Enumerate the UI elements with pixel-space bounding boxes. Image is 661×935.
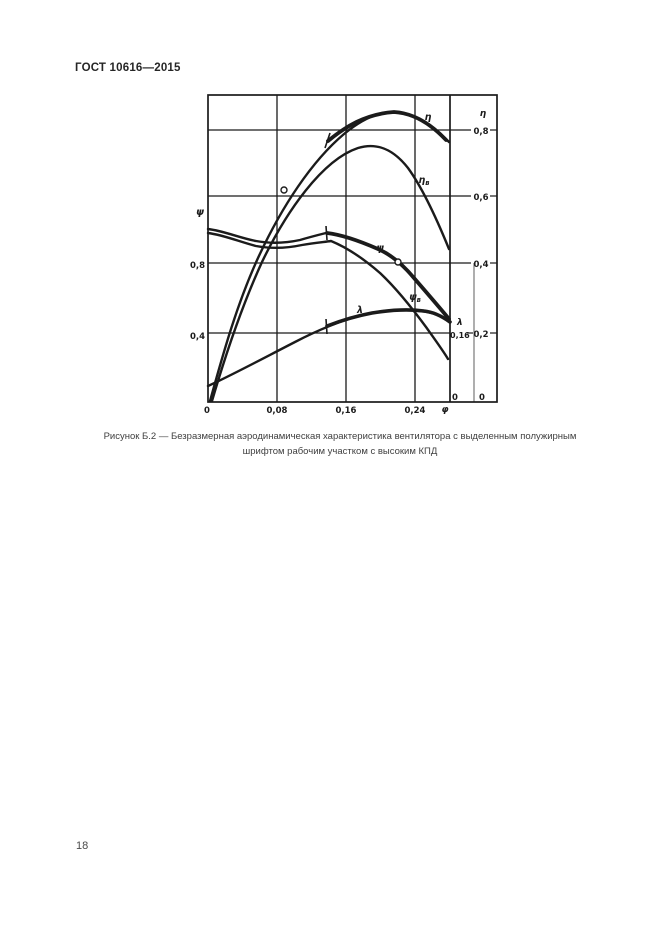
x-tick-0-08: 0,08 bbox=[266, 406, 288, 416]
curve-lambda-label: λ bbox=[356, 305, 364, 316]
eta-tick-0-6: 0,6 bbox=[473, 193, 489, 203]
figure-caption bbox=[70, 429, 610, 459]
curve-eta-v bbox=[212, 146, 449, 401]
x-tick-0-16: 0,16 bbox=[335, 406, 357, 416]
axis-eta-label: η bbox=[479, 109, 487, 119]
eta-tick-0-2: 0,2 bbox=[473, 330, 489, 340]
working-section-tick bbox=[326, 226, 327, 240]
figure-caption-line2: шрифтом рабочим участком с высоким КПД bbox=[242, 446, 438, 457]
psi-tick-0-8: 0,8 bbox=[190, 261, 205, 271]
eta-tick-0-8: 0,8 bbox=[473, 127, 489, 137]
curve-psi-bold-working-section bbox=[327, 233, 449, 319]
axis-phi-label: φ bbox=[441, 405, 449, 415]
lambda-tick-0-16: 0,16 bbox=[450, 331, 470, 340]
aerodynamic-characteristic-chart bbox=[190, 88, 510, 420]
curve-lambda bbox=[208, 310, 450, 386]
document-header: ГОСТ 10616—2015 bbox=[75, 62, 181, 74]
curve-eta bbox=[210, 112, 449, 401]
boundary-circle-marker bbox=[395, 259, 401, 265]
chart-outer-frame bbox=[208, 95, 497, 402]
psi-tick-0-4: 0,4 bbox=[190, 332, 205, 342]
figure-b2 bbox=[190, 88, 510, 420]
axis-lambda-label: λ bbox=[457, 318, 463, 328]
curve-psi-v-label: $\psi_в$ bbox=[409, 292, 421, 304]
axis-psi-label: ψ bbox=[196, 207, 204, 218]
boundary-circle-marker bbox=[281, 187, 287, 193]
x-tick-0-24: 0,24 bbox=[404, 406, 426, 416]
working-section-tick bbox=[326, 319, 327, 334]
eta-tick-0-4: 0,4 bbox=[473, 260, 489, 270]
curve-eta-v-label: $\eta_в$ bbox=[418, 175, 430, 187]
page-number: 18 bbox=[76, 840, 89, 852]
lambda-tick-0: 0 bbox=[452, 393, 458, 403]
x-tick-0: 0 bbox=[204, 406, 210, 416]
curve-eta-label: η bbox=[424, 112, 432, 123]
figure-caption-line1: Рисунок Б.2 — Безразмерная аэродинамическая характеристика вентилятора с выделенным полужирным bbox=[103, 431, 577, 442]
eta-tick-0: 0 bbox=[479, 393, 485, 403]
curve-psi-label: ψ bbox=[376, 243, 384, 254]
